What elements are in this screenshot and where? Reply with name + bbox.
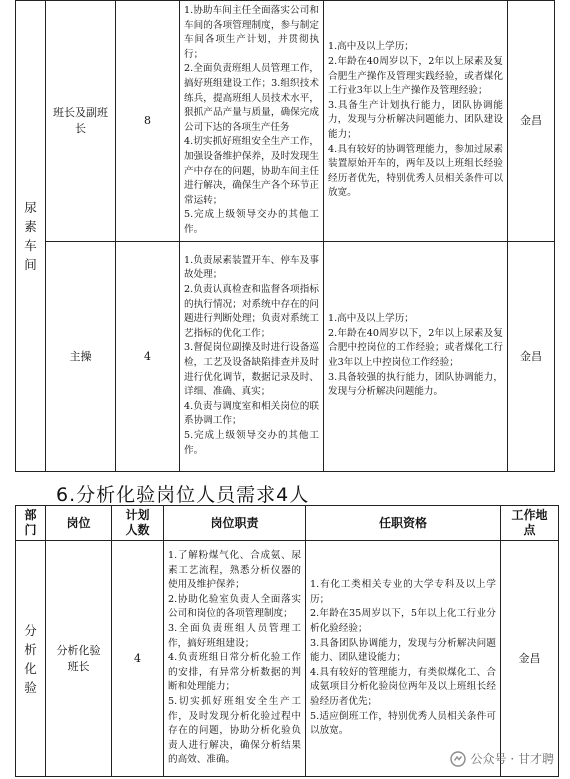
requirements-cell: [324, 1, 508, 242]
table-row: [16, 1, 555, 242]
requirement-item: 2.年龄在40周岁以下，2年以上尿素及复合肥中控岗位的工作经验；或者煤化工行业3年以上中控岗位工作经验；: [328, 327, 503, 368]
location-cell: 金昌: [508, 241, 555, 471]
requirement-item: 3.具备生产计划执行能力，团队协调能力，发现与分析解决问题能力、团队建设能力；: [328, 99, 503, 141]
duty-item: 2.全面负责班组人员管理工作，搞好班组建设工作；3.组织技术练兵，提高班组人员技术水平，狠抓产品产量与质量，确保完成公司下达的各项生产任务: [184, 63, 319, 133]
requirement-item: 2.年龄在35周岁以下，5年以上化工行业分析化验经验；: [310, 608, 496, 635]
requirement-item: 4.具有较好的协调管理能力，参加过尿素装置原始开车的，两年及以上班组长经验经历者优先，特别优秀人员相关条件可以放宽。: [328, 143, 503, 199]
requirements-cell: [324, 241, 508, 471]
location-cell: 金昌: [508, 1, 555, 242]
wechat-official-account-icon: [450, 751, 466, 767]
recruitment-table-lab: [15, 505, 559, 777]
duty-item: 3.全面负责班组人员管理工作，搞好班组建设；: [168, 623, 301, 649]
department-cell: [16, 1, 46, 472]
duty-item: 2.协助化验室负责人全面落实公司和岗位的各项管理制度；: [168, 593, 301, 620]
table-header-row: [16, 506, 559, 541]
section-heading: 6.分析化验岗位人员需求4人: [56, 484, 310, 506]
duty-item: 5.完成上级领导交办的其他工作。: [184, 209, 319, 235]
watermark-text: 公众号 · 甘才聘: [470, 752, 554, 766]
requirement-item: 1.有化工类相关专业的大学专科及以上学历；: [310, 579, 496, 605]
requirement-item: 3.具备较强的执行能力，团队协调能力，发现与分析解决问题能力。: [328, 371, 503, 398]
position-cell: 主操: [46, 241, 116, 471]
position-cell: 班长及副班长: [46, 1, 116, 242]
duties-cell: [164, 541, 306, 777]
requirement-item: 5.适应倒班工作，特别优秀人员相关条件可以放宽。: [310, 710, 496, 737]
duty-item: 1.协助车间主任全面落实公司和车间的各项管理制度，参与制定车间各项生产计划，并贯彻执行；: [184, 5, 319, 60]
duty-item: 5.完成上级领导交办的其他工作。: [184, 429, 319, 456]
requirements-cell: [306, 541, 501, 777]
requirement-item: 4.具有较好的管理能力，有类似煤化工、合成氨项目分析化验岗位两年及以上班组长经验经历者优先；: [310, 666, 496, 707]
duty-item: 4.负责与调度室和相关岗位的联系协调工作；: [184, 400, 319, 427]
duty-item: 1.了解粉煤气化、合成氨、尿素工艺流程，熟悉分析仪器的使用及维护保养；: [168, 550, 301, 591]
duty-item: 5.切实抓好班组安全生产工作，及时发现分析化验过程中存在的问题，协助分析化验负责人进行解决，确保分析结果的高效、准确。: [168, 695, 301, 766]
header-position: 岗位: [46, 506, 112, 541]
header-requirements: 任职资格: [306, 506, 501, 541]
duty-item: 3.督促岗位副操及时进行设备巡检，工艺及设备缺陷排查并及时进行优化调节，数据记录及时、详细、准确、真实；: [184, 342, 319, 398]
requirement-item: 1.高中及以上学历；: [328, 41, 414, 53]
watermark: [450, 750, 554, 767]
table-row: [16, 541, 559, 777]
duty-item: 2.负责认真检查和监督各项指标的执行情况；对系统中存在的问题进行判断处理；负责对系统工艺指标的优化工作；: [184, 284, 319, 339]
recruitment-table-urea: [15, 0, 555, 472]
header-count: 计划人数: [112, 506, 164, 541]
duty-item: 1.负责尿素装置开车、停车及事故处理；: [184, 254, 319, 281]
header-dept: 部门: [16, 506, 46, 541]
department-label: 尿 素 车 间: [24, 199, 37, 272]
count-cell: 4: [112, 541, 164, 777]
count-cell: 8: [116, 1, 180, 242]
requirement-item: 1.高中及以上学历；: [328, 313, 414, 325]
department-label: 分 析 化 验: [24, 622, 37, 695]
requirement-item: 3.具备团队协调能力，发现与分析解决问题能力、团队建设能力；: [310, 637, 496, 664]
duty-item: 4.负责班组日常分析化验工作的安排，有异常分析数据的判断和处理能力；: [168, 652, 301, 693]
duty-item: 4.切实抓好班组安全生产工作，加强设备维护保养，及时发现生产中存在的问题，协助车间主任进行解决，确保生产各个环节正常运转；: [184, 136, 319, 206]
position-cell: 分析化验班长: [46, 541, 112, 777]
count-cell: 4: [116, 241, 180, 471]
duties-cell: [180, 241, 324, 471]
location-cell: 金昌: [501, 541, 559, 777]
requirement-item: 2.年龄在40周岁以下，2年以上尿素及复合肥生产操作及管理实践经验，或者煤化工行业3年以上生产操作及管理经验；: [328, 56, 503, 97]
table-row: [16, 241, 555, 471]
department-cell: [16, 541, 46, 777]
header-duties: 岗位职责: [164, 506, 306, 541]
duties-cell: [180, 1, 324, 242]
header-location: 工作地点: [501, 506, 559, 541]
